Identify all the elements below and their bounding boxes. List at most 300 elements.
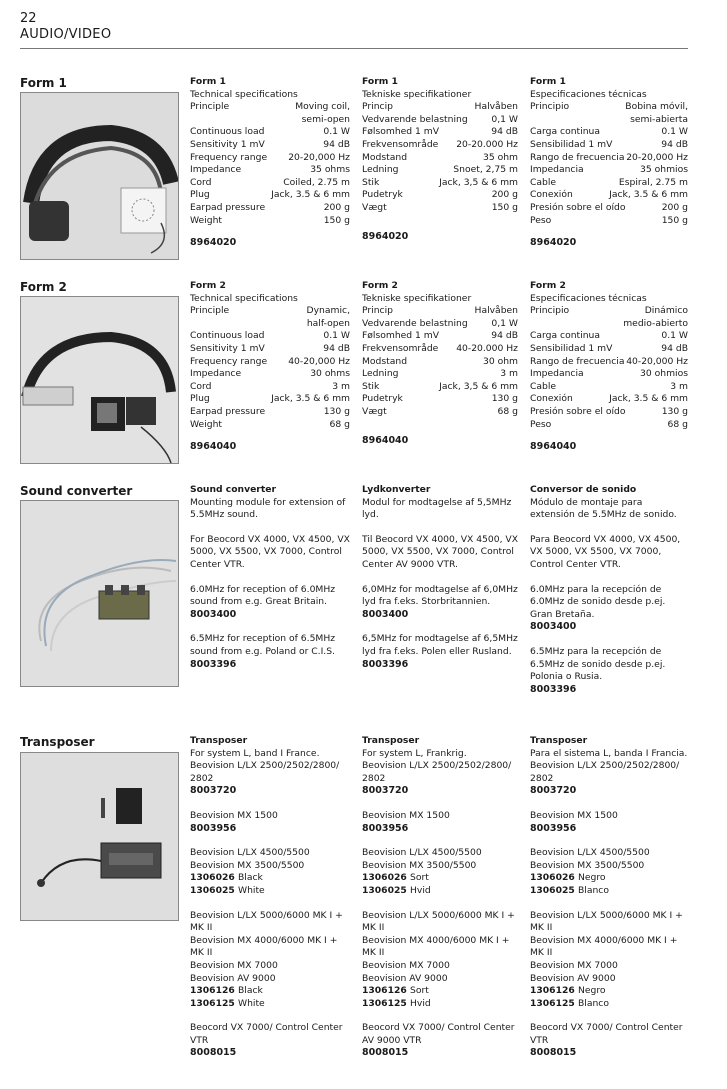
spec-label: Sensibilidad 1 mV — [530, 138, 613, 150]
spec-label: Frequency range — [190, 151, 268, 163]
spec-value: 130 g — [491, 393, 518, 405]
spec-row — [190, 202, 350, 215]
spec-row — [362, 318, 518, 331]
sound-en-title: Sound converter — [190, 484, 276, 495]
transposer-en-code3a: 1306026 — [190, 872, 235, 884]
sound-en-block — [190, 484, 350, 671]
spec-row — [362, 189, 518, 202]
spec-row — [190, 126, 350, 139]
spec-value: 0,1 W — [491, 113, 518, 125]
transposer-en-model4d: Beovision AV 9000 — [190, 972, 276, 984]
spec-value: 20-20,000 Hz — [626, 151, 688, 163]
spec-label: Carga continua — [530, 126, 600, 138]
sound-dk-title: Lydkonverter — [362, 484, 431, 495]
spec-label: Impedance — [190, 164, 242, 176]
transposer-dk-color4a: Sort — [410, 985, 429, 997]
form1-heading: Form 1 — [20, 76, 67, 90]
transposer-dk-code4b: 1306125 — [362, 997, 407, 1009]
transposer-en-variant4-white — [190, 998, 350, 1011]
sound-es-option1: 6.0MHz para la recepción de 6.0MHz de sonido desde p.ej. Gran Bretaña. — [530, 583, 666, 620]
spec-row — [530, 343, 688, 356]
spec-label: Sensibilidad 1 mV — [530, 342, 613, 354]
spec-label: Plug — [190, 189, 210, 201]
spec-row — [190, 164, 350, 177]
transposer-es-title: Transposer — [530, 735, 588, 746]
transposer-dk-intro: For system L, Frankrig. — [362, 747, 467, 759]
spec-row — [530, 101, 688, 126]
spec-label: Sensitivity 1 mV — [190, 342, 265, 354]
spec-label: Modstand — [362, 355, 408, 367]
transposer-es-code4b: 1306125 — [530, 997, 575, 1009]
spec-value: 200 g — [661, 201, 688, 213]
spec-row — [530, 177, 688, 190]
spec-row — [190, 139, 350, 152]
spec-row — [190, 343, 350, 356]
form2-es-title: Form 2 — [530, 280, 566, 291]
spec-value: Espiral, 2.75 m — [618, 176, 688, 188]
spec-value: 0.1 W — [661, 330, 688, 342]
spec-label: Impedancia — [530, 164, 584, 176]
sound-en-intro: Mounting module for extension of 5.5MHz sound. — [190, 496, 346, 521]
spec-value: 35 ohmios — [640, 164, 688, 176]
sound-es-code1: 8003400 — [530, 621, 577, 633]
spec-value: Jack, 3,5 & 6 mm — [439, 176, 518, 188]
transposer-dk-model4d: Beovision AV 9000 — [362, 972, 448, 984]
transposer-es-code4a: 1306126 — [530, 985, 575, 997]
transposer-dk-model4c: Beovision MX 7000 — [362, 959, 450, 971]
spec-label: Impedancia — [530, 368, 584, 380]
form2-dk-title: Form 2 — [362, 280, 398, 291]
spec-value: 3 m — [332, 380, 350, 392]
headphones-image — [21, 93, 178, 259]
transposer-es-code3b: 1306025 — [530, 884, 575, 896]
spec-value: 20-20,000 Hz — [288, 151, 350, 163]
transposer-dk-model4: Beovision L/LX 5000/6000 MK I + MK II — [362, 909, 515, 934]
spec-row — [190, 381, 350, 394]
spec-label: Vægt — [362, 201, 387, 213]
spec-value: Moving coil, semi-open — [295, 101, 350, 125]
transposer-dk-variant-white — [362, 885, 518, 898]
spec-value: Halvåben — [474, 101, 518, 113]
transposer-en-model2: Beovision MX 1500 — [190, 809, 278, 821]
transposer-dk-variant4-black — [362, 985, 518, 998]
spec-value: 130 g — [661, 405, 688, 417]
spec-label: Earpad pressure — [190, 405, 266, 417]
sound-converter-photo — [20, 500, 179, 687]
spec-value: 94 dB — [661, 138, 688, 150]
header-divider — [20, 48, 688, 49]
spec-row — [530, 215, 688, 228]
transposer-dk-variant4-white — [362, 998, 518, 1011]
spec-row — [362, 368, 518, 381]
transposer-en-title: Transposer — [190, 735, 248, 746]
spec-value: 94 dB — [323, 138, 350, 150]
section-title: AUDIO/VIDEO — [20, 27, 112, 42]
spec-row — [530, 419, 688, 432]
spec-value: Bobina móvil, semi-abierta — [625, 101, 688, 125]
form1-dk-specs — [362, 101, 518, 214]
sound-dk-block — [362, 484, 518, 671]
spec-row — [190, 177, 350, 190]
spec-row — [362, 393, 518, 406]
spec-label: Følsomhed 1 mV — [362, 330, 440, 342]
transposer-es-color3b: Blanco — [578, 884, 609, 896]
transposer-en-color3b: White — [238, 884, 265, 896]
spec-row — [190, 393, 350, 406]
transposer-dk-code1: 8003720 — [362, 785, 409, 797]
transposer-dk-code3b: 1306025 — [362, 884, 407, 896]
transposer-dk-color4b: Hvid — [410, 997, 431, 1009]
spec-value: 40-20,000 Hz — [288, 355, 350, 367]
spec-row — [190, 406, 350, 419]
transposer-dk-model3b: Beovision MX 3500/5500 — [362, 859, 477, 871]
spec-value: 94 dB — [323, 342, 350, 354]
spec-value: Snoet, 2,75 m — [453, 164, 518, 176]
form2-es-block — [530, 280, 688, 454]
transposer-en-code5: 8008015 — [190, 1047, 237, 1059]
transposer-es-color4a: Negro — [578, 985, 606, 997]
sound-dk-models: Til Beocord VX 4000, VX 4500, VX 5000, VX 5500, VX 7000, Control Center AV 9000 VTR. — [362, 533, 518, 570]
transposer-es-color4b: Blanco — [578, 997, 609, 1009]
sound-en-option1: 6.0MHz for reception of 6.0MHz sound from e.g. Great Britain. — [190, 583, 336, 608]
spec-row — [530, 189, 688, 202]
spec-value: Halvåben — [474, 305, 518, 317]
spec-row — [362, 177, 518, 190]
transposer-es-model4: Beovision L/LX 5000/6000 MK I + MK II — [530, 909, 683, 934]
spec-row — [530, 393, 688, 406]
form1-en-specs — [190, 101, 350, 227]
form1-es-code: 8964020 — [530, 237, 577, 249]
spec-value: 150 g — [661, 214, 688, 226]
spec-label: Vedvarende belastning — [362, 317, 468, 329]
spec-label: Frekvensområde — [362, 138, 439, 150]
spec-row — [530, 330, 688, 343]
spec-value: 150 g — [323, 214, 350, 226]
spec-row — [190, 356, 350, 369]
spec-value: 150 g — [491, 201, 518, 213]
spec-label: Princip — [362, 305, 393, 317]
spec-value: Jack, 3,5 & 6 mm — [439, 380, 518, 392]
transposer-en-color4b: White — [238, 997, 265, 1009]
transposer-es-code3a: 1306026 — [530, 872, 575, 884]
spec-row — [530, 164, 688, 177]
transposer-dk-code4a: 1306126 — [362, 985, 407, 997]
spec-row — [362, 381, 518, 394]
converter-module-image — [21, 501, 178, 686]
spec-label: Pudetryk — [362, 189, 403, 201]
transposer-dk-code5: 8008015 — [362, 1047, 409, 1059]
spec-row — [362, 356, 518, 369]
spec-label: Plug — [190, 393, 210, 405]
transposer-es-model4d: Beovision AV 9000 — [530, 972, 616, 984]
spec-label: Peso — [530, 418, 552, 430]
spec-label: Følsomhed 1 mV — [362, 126, 440, 138]
form1-dk-title: Form 1 — [362, 76, 398, 87]
transposer-en-model3: Beovision L/LX 4500/5500 — [190, 847, 310, 859]
spec-value: 200 g — [323, 201, 350, 213]
sound-es-option2: 6.5MHz para la recepción de 6.5MHz de sonido desde p.ej. Polonia o Rusia. — [530, 645, 666, 683]
transposer-en-block — [190, 735, 350, 1060]
sound-en-option2: 6.5MHz for reception of 6.5MHz sound from e.g. Poland or C.I.S. — [190, 633, 336, 657]
spec-label: Ledning — [362, 164, 399, 176]
form2-dk-subtitle: Tekniske specifikationer — [362, 292, 472, 304]
spec-row — [530, 152, 688, 165]
form2-es-code: 8964040 — [530, 441, 577, 453]
spec-label: Weight — [190, 418, 223, 430]
transposer-es-code2: 8003956 — [530, 822, 577, 834]
spec-label: Peso — [530, 214, 552, 226]
transposer-en-model4b: Beovision MX 4000/6000 MK I + MK II — [190, 934, 338, 959]
spec-label: Pudetryk — [362, 393, 403, 405]
transposer-es-model2: Beovision MX 1500 — [530, 809, 618, 821]
form1-en-block — [190, 76, 350, 250]
form2-es-subtitle: Especificaciones técnicas — [530, 292, 647, 304]
sound-en-code1: 8003400 — [190, 608, 237, 620]
spec-value: Jack, 3.5 & 6 mm — [271, 189, 350, 201]
transposer-dk-color3b: Hvid — [410, 884, 431, 896]
spec-value: 0.1 W — [323, 126, 350, 138]
spec-label: Principio — [530, 305, 570, 317]
sound-dk-intro: Modul for modtagelse af 5,5MHz lyd. — [362, 496, 512, 521]
transposer-en-code1: 8003720 — [190, 785, 237, 797]
headband-image — [21, 297, 178, 463]
spec-label: Stik — [362, 176, 380, 188]
transposer-en-intro: For system L, band I France. — [190, 747, 320, 759]
spec-label: Conexión — [530, 189, 573, 201]
spec-row — [362, 330, 518, 343]
transposer-dk-block — [362, 735, 518, 1060]
spec-value: 0.1 W — [323, 330, 350, 342]
transposer-photo — [20, 752, 179, 921]
spec-value: 40-20,000 Hz — [626, 355, 688, 367]
transposer-es-model1: Beovision L/LX 2500/2502/2800/ 2802 — [530, 760, 680, 784]
spec-row — [362, 114, 518, 127]
spec-label: Cord — [190, 176, 212, 188]
spec-label: Earpad pressure — [190, 201, 266, 213]
spec-label: Principio — [530, 101, 570, 113]
spec-label: Presión sobre el oído — [530, 201, 626, 213]
spec-value: Dynamic, half-open — [306, 305, 350, 329]
spec-value: 68 g — [497, 405, 518, 417]
spec-label: Vedvarende belastning — [362, 113, 468, 125]
sound-dk-option2: 6,5MHz for modtagelse af 6,5MHz lyd fra f.eks. Polen eller Rusland. — [362, 633, 518, 657]
spec-label: Principle — [190, 305, 230, 317]
spec-label: Conexión — [530, 393, 573, 405]
form1-headphones-photo — [20, 92, 179, 260]
transposer-es-intro: Para el sistema L, banda I Francia. — [530, 747, 688, 759]
sound-dk-code2: 8003396 — [362, 658, 409, 670]
spec-row — [362, 164, 518, 177]
form2-dk-block — [362, 280, 518, 447]
spec-row — [190, 189, 350, 202]
spec-row — [530, 126, 688, 139]
form2-headphones-photo — [20, 296, 179, 464]
spec-label: Presión sobre el oído — [530, 405, 626, 417]
form2-en-subtitle: Technical specifications — [190, 292, 298, 304]
transposer-es-code1: 8003720 — [530, 785, 577, 797]
form2-en-specs — [190, 305, 350, 431]
transposer-en-variant-black — [190, 872, 350, 885]
spec-label: Continuous load — [190, 126, 265, 138]
sound-dk-option1: 6,0MHz for modtagelse af 6,0MHz lyd fra f.eks. Storbritannien. — [362, 583, 518, 608]
form1-en-title: Form 1 — [190, 76, 226, 87]
spec-row — [530, 406, 688, 419]
transposer-en-color3a: Black — [238, 872, 263, 884]
form1-dk-block — [362, 76, 518, 243]
transposer-es-model3b: Beovision MX 3500/5500 — [530, 859, 645, 871]
spec-label: Continuous load — [190, 330, 265, 342]
spec-value: 35 ohms — [310, 164, 350, 176]
transposer-en-variant4-black — [190, 985, 350, 998]
spec-label: Princip — [362, 101, 393, 113]
form1-es-specs — [530, 101, 688, 227]
spec-value: 0,1 W — [491, 317, 518, 329]
spec-row — [362, 126, 518, 139]
spec-row — [530, 202, 688, 215]
spec-value: 94 dB — [491, 126, 518, 138]
form1-dk-code: 8964020 — [362, 230, 409, 242]
spec-label: Frequency range — [190, 355, 268, 367]
transposer-es-variant-black — [530, 872, 688, 885]
transposer-es-model4c: Beovision MX 7000 — [530, 959, 618, 971]
transposer-dk-model1: Beovision L/LX 2500/2502/2800/ 2802 — [362, 760, 512, 784]
spec-value: 130 g — [323, 405, 350, 417]
transposer-es-model4b: Beovision MX 4000/6000 MK I + MK II — [530, 934, 678, 959]
form1-es-subtitle: Especificaciones técnicas — [530, 88, 647, 100]
spec-row — [362, 139, 518, 152]
form1-es-block — [530, 76, 688, 250]
spec-value: 30 ohm — [482, 355, 518, 367]
spec-label: Vægt — [362, 405, 387, 417]
spec-value: 40-20.000 Hz — [456, 342, 518, 354]
spec-value: 94 dB — [661, 342, 688, 354]
sound-es-intro: Módulo de montaje para extensión de 5.5MHz de sonido. — [530, 496, 677, 521]
sound-en-code2: 8003396 — [190, 658, 237, 670]
spec-row — [190, 419, 350, 432]
transposer-box-image — [21, 753, 178, 920]
sound-heading: Sound converter — [20, 484, 133, 498]
spec-row — [362, 202, 518, 215]
spec-row — [530, 368, 688, 381]
spec-label: Cable — [530, 380, 557, 392]
spec-label: Cord — [190, 380, 212, 392]
form1-en-code: 8964020 — [190, 237, 237, 249]
sound-es-code2: 8003396 — [530, 683, 577, 695]
spec-value: 3 m — [500, 368, 518, 380]
form1-es-title: Form 1 — [530, 76, 566, 87]
spec-label: Carga continua — [530, 330, 600, 342]
sound-es-block — [530, 484, 688, 696]
transposer-en-code3b: 1306025 — [190, 884, 235, 896]
transposer-en-code2: 8003956 — [190, 822, 237, 834]
transposer-es-color3a: Negro — [578, 872, 606, 884]
spec-value: Coiled, 2.75 m — [283, 176, 350, 188]
spec-value: Jack, 3.5 & 6 mm — [609, 393, 688, 405]
transposer-dk-title: Transposer — [362, 735, 420, 746]
transposer-en-model5: Beocord VX 7000/ Control Center VTR — [190, 1022, 343, 1046]
form2-en-code: 8964040 — [190, 441, 237, 453]
transposer-es-variant-white — [530, 885, 688, 898]
spec-value: 68 g — [667, 418, 688, 430]
transposer-es-code5: 8008015 — [530, 1047, 577, 1059]
transposer-es-variant4-white — [530, 998, 688, 1011]
spec-label: Frekvensområde — [362, 342, 439, 354]
spec-value: 20-20.000 Hz — [456, 138, 518, 150]
spec-value: Jack, 3.5 & 6 mm — [609, 189, 688, 201]
transposer-dk-model5: Beocord VX 7000/ Control Center AV 9000 VTR — [362, 1022, 515, 1046]
spec-value: 68 g — [329, 418, 350, 430]
spec-label: Ledning — [362, 368, 399, 380]
transposer-en-model1: Beovision L/LX 2500/2502/2800/ 2802 — [190, 760, 340, 784]
spec-label: Rango de frecuencia — [530, 151, 625, 163]
spec-label: Weight — [190, 214, 223, 226]
page-number: 22 — [20, 11, 37, 26]
form2-en-block — [190, 280, 350, 454]
transposer-dk-model4b: Beovision MX 4000/6000 MK I + MK II — [362, 934, 510, 959]
spec-row — [190, 215, 350, 228]
transposer-dk-color3a: Sort — [410, 872, 429, 884]
transposer-heading: Transposer — [20, 735, 95, 749]
sound-dk-code1: 8003400 — [362, 608, 409, 620]
transposer-en-color4a: Black — [238, 985, 263, 997]
sound-es-models: Para Beocord VX 4000, VX 4500, VX 5000, VX 5500, VX 7000, Control Center VTR. — [530, 533, 681, 570]
spec-label: Stik — [362, 380, 380, 392]
spec-row — [530, 381, 688, 394]
spec-value: 94 dB — [491, 330, 518, 342]
transposer-en-variant-white — [190, 885, 350, 898]
spec-label: Rango de frecuencia — [530, 355, 625, 367]
spec-row — [190, 330, 350, 343]
transposer-es-model5: Beocord VX 7000/ Control Center VTR — [530, 1022, 683, 1046]
spec-value: 30 ohms — [310, 368, 350, 380]
transposer-dk-code2: 8003956 — [362, 822, 409, 834]
form2-dk-specs — [362, 305, 518, 418]
spec-row — [190, 101, 350, 126]
spec-row — [530, 139, 688, 152]
transposer-es-variant4-black — [530, 985, 688, 998]
transposer-dk-code3a: 1306026 — [362, 872, 407, 884]
spec-value: 30 ohmios — [640, 368, 688, 380]
transposer-en-code4a: 1306126 — [190, 985, 235, 997]
form1-en-subtitle: Technical specifications — [190, 88, 298, 100]
sound-es-title: Conversor de sonido — [530, 484, 637, 495]
form2-dk-code: 8964040 — [362, 434, 409, 446]
spec-row — [190, 152, 350, 165]
spec-label: Principle — [190, 101, 230, 113]
spec-row — [530, 305, 688, 330]
spec-label: Impedance — [190, 368, 242, 380]
spec-row — [530, 356, 688, 369]
spec-row — [362, 152, 518, 165]
spec-label: Cable — [530, 176, 557, 188]
sound-en-models: For Beocord VX 4000, VX 4500, VX 5000, VX 5500, VX 7000, Control Center VTR. — [190, 533, 350, 570]
spec-row — [362, 305, 518, 318]
spec-value: 200 g — [491, 189, 518, 201]
transposer-es-model3: Beovision L/LX 4500/5500 — [530, 847, 650, 859]
transposer-dk-model2: Beovision MX 1500 — [362, 809, 450, 821]
form2-en-title: Form 2 — [190, 280, 226, 291]
spec-value: Dinámico medio-abierto — [623, 305, 688, 329]
spec-row — [362, 406, 518, 419]
transposer-dk-variant-black — [362, 872, 518, 885]
spec-label: Modstand — [362, 151, 408, 163]
spec-row — [190, 305, 350, 330]
transposer-en-model4: Beovision L/LX 5000/6000 MK I + MK II — [190, 909, 343, 934]
form2-es-specs — [530, 305, 688, 431]
form1-dk-subtitle: Tekniske specifikationer — [362, 88, 472, 100]
spec-value: Jack, 3.5 & 6 mm — [271, 393, 350, 405]
spec-label: Sensitivity 1 mV — [190, 138, 265, 150]
